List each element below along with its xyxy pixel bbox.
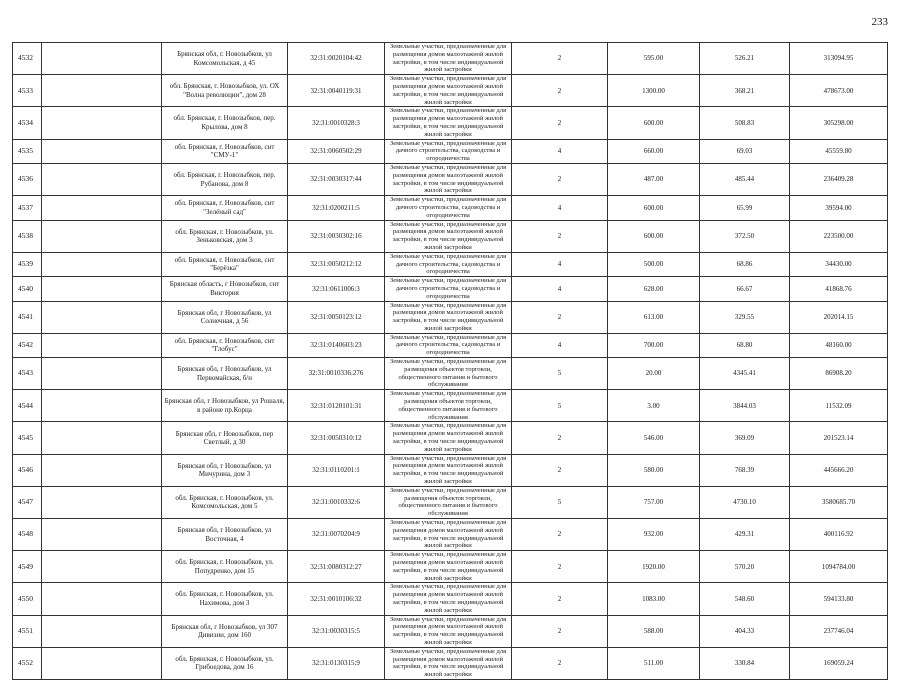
land-use-cell: Земельные участки, предназначенные для дачного строительства, садоводства и огородничества [385, 252, 512, 276]
specific-value-cell: 68.86 [700, 252, 790, 276]
address-cell: Брянская область, г Новозыбков, снт Виктория [162, 277, 288, 301]
address-cell: обл. Брянская, г. Новозыбков, ул. Зеньковская, дом 3 [162, 220, 288, 252]
row-number-cell: 4545 [13, 422, 42, 454]
area-cell: 600.00 [608, 107, 700, 139]
table-row [13, 454, 888, 486]
area-cell: 580.00 [608, 454, 700, 486]
cadastral-value-cell: 478673.00 [790, 75, 888, 107]
group-cell: 5 [512, 390, 608, 422]
cadastral-number-cell: 32:31:0080312:27 [288, 551, 385, 583]
cadastral-number-cell: 32:31:0050123:12 [288, 301, 385, 333]
area-cell: 595.00 [608, 43, 700, 75]
spacer-cell [42, 139, 162, 163]
area-cell: 1920.00 [608, 551, 700, 583]
group-cell: 2 [512, 163, 608, 195]
row-number-cell: 4544 [13, 390, 42, 422]
group-cell: 2 [512, 75, 608, 107]
specific-value-cell: 3844.03 [700, 390, 790, 422]
row-number-cell: 4542 [13, 333, 42, 357]
spacer-cell [42, 358, 162, 390]
address-cell: Брянская обл, г Новозыбков, пер Светлый, д 30 [162, 422, 288, 454]
table-row [13, 220, 888, 252]
group-cell: 4 [512, 252, 608, 276]
cadastral-number-cell: 32:31:0040119:31 [288, 75, 385, 107]
address-cell: Брянская обл, г Новозыбков, ул 307 Дивизии, дом 160 [162, 615, 288, 647]
table-row [13, 333, 888, 357]
table-row [13, 647, 888, 679]
area-cell: 588.00 [608, 615, 700, 647]
specific-value-cell: 368.21 [700, 75, 790, 107]
land-use-cell: Земельные участки, предназначенные для размещения объектов торговли, общественного питания и бытового обслуживания [385, 390, 512, 422]
area-cell: 500.00 [608, 252, 700, 276]
address-cell: Брянская обл, г Новозыбков, ул Солнечная, д 56 [162, 301, 288, 333]
table-row [13, 277, 888, 301]
row-number-cell: 4551 [13, 615, 42, 647]
area-cell: 487.00 [608, 163, 700, 195]
area-cell: 628.00 [608, 277, 700, 301]
area-cell: 546.00 [608, 422, 700, 454]
cadastral-number-cell: 32:31:0110201:1 [288, 454, 385, 486]
spacer-cell [42, 454, 162, 486]
group-cell: 4 [512, 333, 608, 357]
group-cell: 4 [512, 139, 608, 163]
row-number-cell: 4548 [13, 519, 42, 551]
cadastral-value-cell: 1094784.00 [790, 551, 888, 583]
row-number-cell: 4534 [13, 107, 42, 139]
spacer-cell [42, 583, 162, 615]
group-cell: 2 [512, 301, 608, 333]
cadastral-value-cell: 3580685.70 [790, 486, 888, 518]
address-cell: обл. Брянская, г. Новозыбков, снт "Глобус" [162, 333, 288, 357]
land-use-cell: Земельные участки, предназначенные для размещения домов малоэтажной жилой застройки, в том числе индивидуальной жилой застройки [385, 220, 512, 252]
cadastral-value-cell: 45559.80 [790, 139, 888, 163]
specific-value-cell: 69.03 [700, 139, 790, 163]
address-cell: обл. Брянская, г. Новозыбков, пер. Рубанова, дом 8 [162, 163, 288, 195]
land-use-cell: Земельные участки, предназначенные для дачного строительства, садоводства и огородничества [385, 139, 512, 163]
cadastral-number-cell: 32:31:0611006:3 [288, 277, 385, 301]
row-number-cell: 4532 [13, 43, 42, 75]
cadastral-number-cell: 32:31:0050212:12 [288, 252, 385, 276]
table-row [13, 107, 888, 139]
cadastral-value-cell: 86908.20 [790, 358, 888, 390]
row-number-cell: 4550 [13, 583, 42, 615]
group-cell: 2 [512, 422, 608, 454]
spacer-cell [42, 647, 162, 679]
cadastral-number-cell: 32:31:0010328:3 [288, 107, 385, 139]
land-use-cell: Земельные участки, предназначенные для размещения домов малоэтажной жилой застройки, в том числе индивидуальной жилой застройки [385, 43, 512, 75]
row-number-cell: 4549 [13, 551, 42, 583]
cadastral-number-cell: 32:31:0120101:31 [288, 390, 385, 422]
specific-value-cell: 369.09 [700, 422, 790, 454]
specific-value-cell: 404.33 [700, 615, 790, 647]
cadastral-number-cell: 32:31:0140603:23 [288, 333, 385, 357]
land-use-cell: Земельные участки, предназначенные для размещения домов малоэтажной жилой застройки, в том числе индивидуальной жилой застройки [385, 163, 512, 195]
area-cell: 600.00 [608, 196, 700, 220]
group-cell: 2 [512, 220, 608, 252]
row-number-cell: 4539 [13, 252, 42, 276]
group-cell: 2 [512, 647, 608, 679]
land-use-cell: Земельные участки, предназначенные для размещения домов малоэтажной жилой застройки, в том числе индивидуальной жилой застройки [385, 422, 512, 454]
table-row [13, 519, 888, 551]
spacer-cell [42, 252, 162, 276]
address-cell: обл. Брянская, г. Новозыбков, снт "Зелёный сад" [162, 196, 288, 220]
cadastral-value-cell: 11532.09 [790, 390, 888, 422]
land-use-cell: Земельные участки, предназначенные для размещения объектов торговли, общественного питания и бытового обслуживания [385, 486, 512, 518]
address-cell: обл. Брянская, г. Новозыбков, ул. ОХ "Волна революции", дом 28 [162, 75, 288, 107]
land-use-cell: Земельные участки, предназначенные для размещения домов малоэтажной жилой застройки, в том числе индивидуальной жилой застройки [385, 647, 512, 679]
cadastral-number-cell: 32:31:0020104:42 [288, 43, 385, 75]
row-number-cell: 4537 [13, 196, 42, 220]
cadastral-value-cell: 34430.00 [790, 252, 888, 276]
spacer-cell [42, 43, 162, 75]
row-number-cell: 4538 [13, 220, 42, 252]
address-cell: Брянская обл, г Новозыбков, ул Первомайская, б/н [162, 358, 288, 390]
row-number-cell: 4543 [13, 358, 42, 390]
row-number-cell: 4541 [13, 301, 42, 333]
address-cell: обл. Брянская, г. Новозыбков, ул. Грибоедова, дом 16 [162, 647, 288, 679]
cadastral-value-cell: 223500.00 [790, 220, 888, 252]
table-body [13, 43, 888, 680]
area-cell: 700.00 [608, 333, 700, 357]
land-use-cell: Земельные участки, предназначенные для размещения домов малоэтажной жилой застройки, в том числе индивидуальной жилой застройки [385, 519, 512, 551]
land-use-cell: Земельные участки, предназначенные для размещения объектов торговли, общественного питания и бытового обслуживания [385, 358, 512, 390]
area-cell: 757.00 [608, 486, 700, 518]
group-cell: 2 [512, 454, 608, 486]
table-row [13, 139, 888, 163]
cadastral-value-cell: 236409.28 [790, 163, 888, 195]
table-row [13, 252, 888, 276]
land-use-cell: Земельные участки, предназначенные для размещения домов малоэтажной жилой застройки, в том числе индивидуальной жилой застройки [385, 75, 512, 107]
address-cell: Брянская обл, г Новозыбков, ул Восточная, 4 [162, 519, 288, 551]
area-cell: 20.00 [608, 358, 700, 390]
area-cell: 660.00 [608, 139, 700, 163]
land-use-cell: Земельные участки, предназначенные для размещения домов малоэтажной жилой застройки, в том числе индивидуальной жилой застройки [385, 583, 512, 615]
address-cell: обл. Брянская, г. Новозыбков, снт "СМУ-1" [162, 139, 288, 163]
group-cell: 2 [512, 107, 608, 139]
group-cell: 5 [512, 486, 608, 518]
specific-value-cell: 330.84 [700, 647, 790, 679]
cadastral-value-cell: 313094.95 [790, 43, 888, 75]
land-use-cell: Земельные участки, предназначенные для размещения домов малоэтажной жилой застройки, в том числе индивидуальной жилой застройки [385, 301, 512, 333]
specific-value-cell: 329.55 [700, 301, 790, 333]
group-cell: 4 [512, 196, 608, 220]
spacer-cell [42, 196, 162, 220]
spacer-cell [42, 75, 162, 107]
row-number-cell: 4533 [13, 75, 42, 107]
specific-value-cell: 548.60 [700, 583, 790, 615]
spacer-cell [42, 422, 162, 454]
table-row [13, 551, 888, 583]
land-use-cell: Земельные участки, предназначенные для размещения домов малоэтажной жилой застройки, в том числе индивидуальной жилой застройки [385, 551, 512, 583]
specific-value-cell: 508.83 [700, 107, 790, 139]
table-row [13, 422, 888, 454]
table-row [13, 75, 888, 107]
spacer-cell [42, 277, 162, 301]
area-cell: 600.00 [608, 220, 700, 252]
row-number-cell: 4546 [13, 454, 42, 486]
cadastral-value-cell: 594133.80 [790, 583, 888, 615]
cadastral-value-cell: 48160.00 [790, 333, 888, 357]
address-cell: Брянская обл, г Новозыбков, ул Мичурина, дом 3 [162, 454, 288, 486]
spacer-cell [42, 551, 162, 583]
area-cell: 3.00 [608, 390, 700, 422]
row-number-cell: 4536 [13, 163, 42, 195]
spacer-cell [42, 163, 162, 195]
cadastral-number-cell: 32:31:0030302:16 [288, 220, 385, 252]
cadastral-value-cell: 202014.15 [790, 301, 888, 333]
table-row [13, 390, 888, 422]
table-row [13, 163, 888, 195]
cadastral-number-cell: 32:31:0010106:32 [288, 583, 385, 615]
cadastral-number-cell: 32:31:0010332:6 [288, 486, 385, 518]
spacer-cell [42, 519, 162, 551]
row-number-cell: 4547 [13, 486, 42, 518]
cadastral-number-cell: 32:31:0070204:9 [288, 519, 385, 551]
table-row [13, 358, 888, 390]
spacer-cell [42, 390, 162, 422]
address-cell: обл. Брянская, г. Новозыбков, снт "Берёзка" [162, 252, 288, 276]
table-row [13, 43, 888, 75]
address-cell: обл. Брянская, г. Новозыбков, ул. Попудренко, дом 15 [162, 551, 288, 583]
group-cell: 2 [512, 551, 608, 583]
area-cell: 1300.00 [608, 75, 700, 107]
table-row [13, 196, 888, 220]
table-row [13, 486, 888, 518]
area-cell: 932.00 [608, 519, 700, 551]
area-cell: 613.00 [608, 301, 700, 333]
land-use-cell: Земельные участки, предназначенные для размещения домов малоэтажной жилой застройки, в том числе индивидуальной жилой застройки [385, 454, 512, 486]
spacer-cell [42, 301, 162, 333]
cadastral-value-cell: 237746.04 [790, 615, 888, 647]
row-number-cell: 4540 [13, 277, 42, 301]
cadastral-number-cell: 32:31:0200211:5 [288, 196, 385, 220]
table-row [13, 615, 888, 647]
specific-value-cell: 65.99 [700, 196, 790, 220]
specific-value-cell: 526.21 [700, 43, 790, 75]
spacer-cell [42, 333, 162, 357]
cadastral-value-cell: 445666.20 [790, 454, 888, 486]
area-cell: 1083.00 [608, 583, 700, 615]
address-cell: Брянская обл, г Новозыбков, ул Рошаля, в районе пр.Корца [162, 390, 288, 422]
specific-value-cell: 372.50 [700, 220, 790, 252]
row-number-cell: 4552 [13, 647, 42, 679]
spacer-cell [42, 220, 162, 252]
specific-value-cell: 768.39 [700, 454, 790, 486]
land-use-cell: Земельные участки, предназначенные для дачного строительства, садоводства и огородничества [385, 333, 512, 357]
area-cell: 511.00 [608, 647, 700, 679]
cadastral-value-table [12, 42, 888, 680]
land-use-cell: Земельные участки, предназначенные для размещения домов малоэтажной жилой застройки, в том числе индивидуальной жилой застройки [385, 615, 512, 647]
specific-value-cell: 429.31 [700, 519, 790, 551]
group-cell: 2 [512, 43, 608, 75]
cadastral-number-cell: 32:31:0130315:9 [288, 647, 385, 679]
group-cell: 2 [512, 615, 608, 647]
specific-value-cell: 485.44 [700, 163, 790, 195]
table-row [13, 301, 888, 333]
land-use-cell: Земельные участки, предназначенные для размещения домов малоэтажной жилой застройки, в том числе индивидуальной жилой застройки [385, 107, 512, 139]
cadastral-number-cell: 32:31:0030317:44 [288, 163, 385, 195]
cadastral-value-cell: 201523.14 [790, 422, 888, 454]
address-cell: обл. Брянская, г. Новозыбков, ул. Нахимова, дом 3 [162, 583, 288, 615]
specific-value-cell: 570.20 [700, 551, 790, 583]
specific-value-cell: 4345.41 [700, 358, 790, 390]
cadastral-number-cell: 32:31:0010336:276 [288, 358, 385, 390]
group-cell: 2 [512, 519, 608, 551]
cadastral-value-cell: 400116.92 [790, 519, 888, 551]
specific-value-cell: 66.67 [700, 277, 790, 301]
group-cell: 5 [512, 358, 608, 390]
cadastral-value-cell: 305298.00 [790, 107, 888, 139]
cadastral-value-cell: 41868.76 [790, 277, 888, 301]
cadastral-value-cell: 169059.24 [790, 647, 888, 679]
group-cell: 4 [512, 277, 608, 301]
spacer-cell [42, 615, 162, 647]
table-row [13, 583, 888, 615]
page-number: 233 [871, 16, 888, 28]
specific-value-cell: 68.80 [700, 333, 790, 357]
address-cell: обл. Брянская, г. Новозыбков, пер. Крылова, дом 8 [162, 107, 288, 139]
spacer-cell [42, 486, 162, 518]
cadastral-number-cell: 32:31:0050310:12 [288, 422, 385, 454]
land-use-cell: Земельные участки, предназначенные для дачного строительства, садоводства и огородничества [385, 277, 512, 301]
row-number-cell: 4535 [13, 139, 42, 163]
spacer-cell [42, 107, 162, 139]
cadastral-value-cell: 39594.00 [790, 196, 888, 220]
cadastral-number-cell: 32:31:0060502:29 [288, 139, 385, 163]
land-use-cell: Земельные участки, предназначенные для дачного строительства, садоводства и огородничества [385, 196, 512, 220]
specific-value-cell: 4730.10 [700, 486, 790, 518]
group-cell: 2 [512, 583, 608, 615]
address-cell: обл. Брянская, г. Новозыбков, ул. Комсомольская, дом 5 [162, 486, 288, 518]
cadastral-number-cell: 32:31:0030315:5 [288, 615, 385, 647]
address-cell: Брянская обл, г. Новозыбков, ул Комсомольская, д 45 [162, 43, 288, 75]
